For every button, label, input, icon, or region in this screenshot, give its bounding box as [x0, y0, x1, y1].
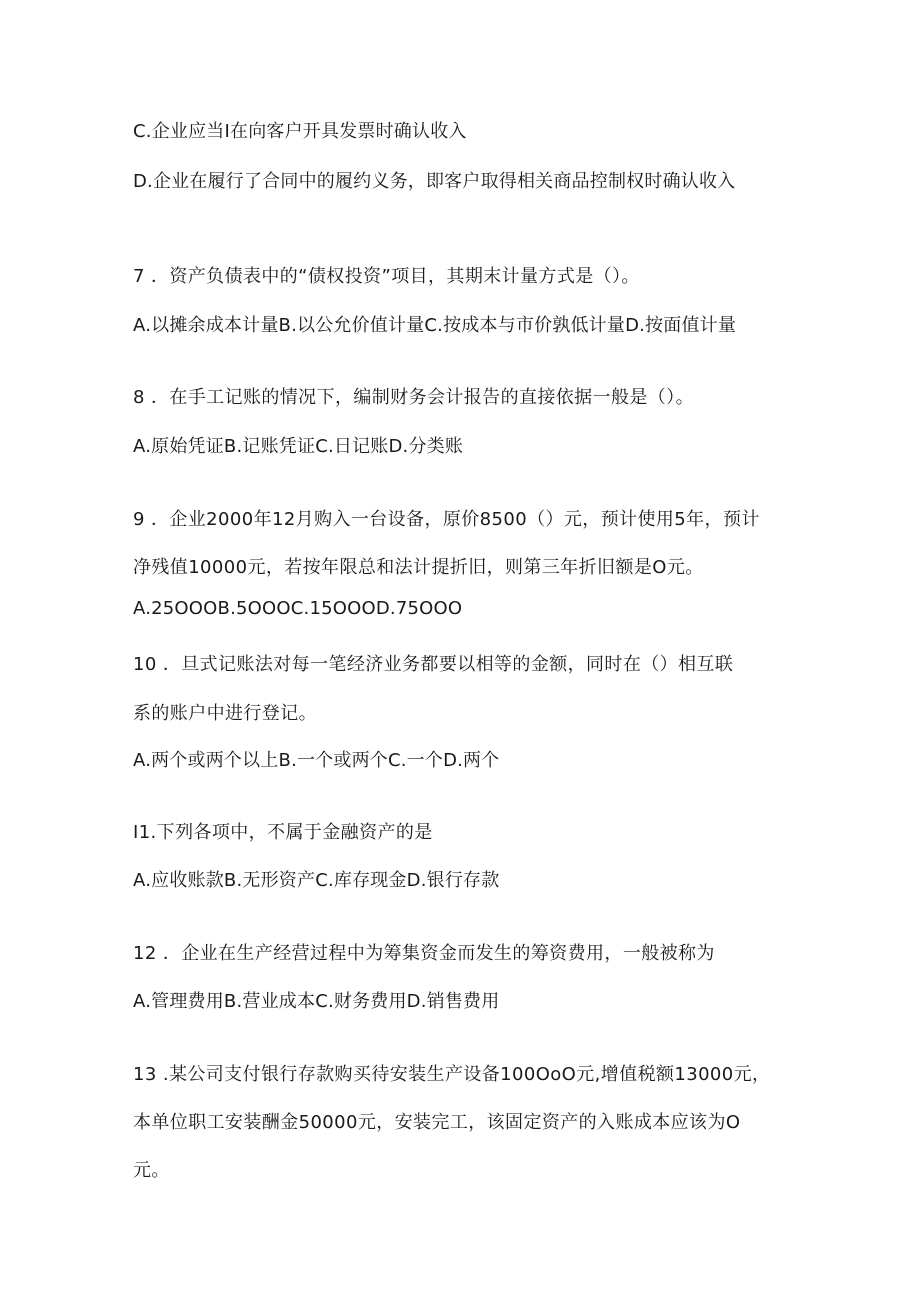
- options-q8: A.原始凭证B.记账凭证C.日记账D.分类账: [133, 436, 464, 457]
- question-10-line-2: 系的账户中进行登记。: [133, 703, 317, 724]
- options-q9: A.25OOOB.5OOOC.15OOOD.75OOO: [133, 598, 463, 619]
- options-q12: A.管理费用B.营业成本C.财务费用D.销售费用: [133, 991, 500, 1012]
- question-13-line-3: 元。: [133, 1160, 170, 1181]
- question-9-line-1: 9 ．企业2000年12月购入一台设备，原价8500（）元，预计使用5年，预计: [133, 509, 760, 530]
- question-9-line-2: 净残值10000元，若按年限总和法计提折旧，则第三年折旧额是O元。: [133, 557, 704, 578]
- options-q7: A.以摊余成本计量B.以公允价值计量C.按成本与市价孰低计量D.按面值计量: [133, 315, 737, 336]
- question-13-line-1: 13 .某公司支付银行存款购买待安装生产设备100OoO元,增值税额13000元，: [133, 1064, 771, 1085]
- question-7: 7 ．资产负债表中的“债权投资”项目，其期末计量方式是（）。: [133, 266, 640, 287]
- option-c-q6: C.企业应当I在向客户开具发票时确认收入: [133, 121, 467, 142]
- option-d-q6: D.企业在履行了合同中的履约义务，即客户取得相关商品控制权时确认收入: [133, 171, 736, 192]
- options-q11: A.应收账款B.无形资产C.库存现金D.银行存款: [133, 870, 500, 891]
- question-10-line-1: 10 ．旦式记账法对每一笔经济业务都要以相等的金额，同时在（）相互联: [133, 654, 734, 675]
- question-12: 12 ．企业在生产经营过程中为筹集资金而发生的筹资费用，一般被称为: [133, 943, 715, 964]
- question-8: 8 ．在手工记账的情况下，编制财务会计报告的直接依据一般是（）。: [133, 387, 694, 408]
- question-11: I1.下列各项中，不属于金融资产的是: [133, 822, 433, 843]
- question-13-line-2: 本单位职工安装酬金50000元，安装完工，该固定资产的入账成本应该为O: [133, 1112, 741, 1133]
- options-q10: A.两个或两个以上B.一个或两个C.一个D.两个: [133, 750, 500, 771]
